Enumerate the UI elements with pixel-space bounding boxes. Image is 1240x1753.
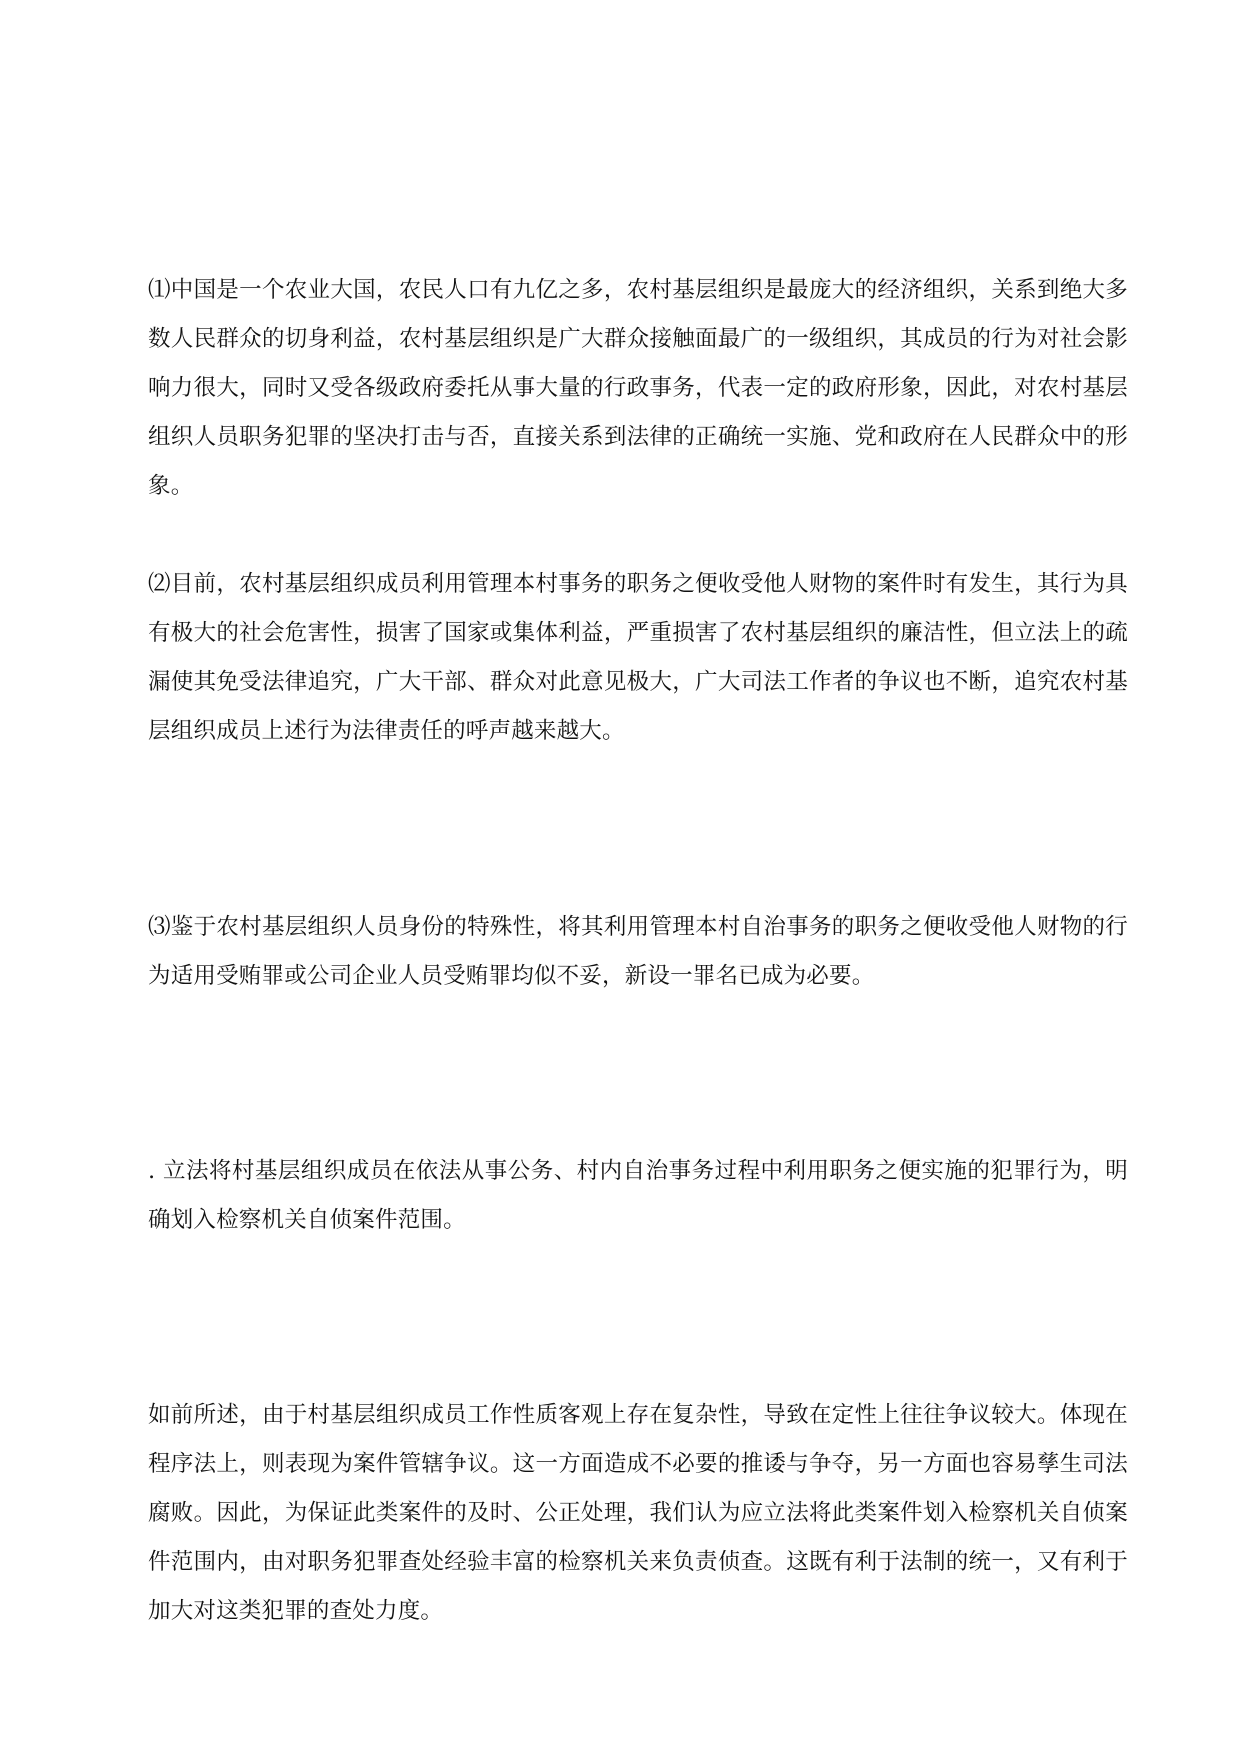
paragraph-4: . 立法将村基层组织成员在依法从事公务、村内自治事务过程中利用职务之便实施的犯罪行为，明确划入检察机关自侦案件范围。 — [148, 1158, 1128, 1233]
paragraph-5: 如前所述，由于村基层组织成员工作性质客观上存在复杂性，导致在定性上往往争议较大。体现在程序法上，则表现为案件管辖争议。这一方面造成不必要的推诿与争夺，另一方面也容易孳生司法腐败。因此，为保证此类案件的及时、公正处理，我们认为应立法将此类案件划入检察机关自侦案件范围内，由对职务犯罪查处经验丰富的检察机关来负责侦查。这既有利于法制的统一，又有利于加大对这类犯罪的查处力度。 — [148, 1402, 1128, 1624]
paragraph-2: ⑵目前，农村基层组织成员利用管理本村事务的职务之便收受他人财物的案件时有发生，其行为具有极大的社会危害性，损害了国家或集体利益，严重损害了农村基层组织的廉洁性，但立法上的疏漏使其免受法律追究，广大干部、群众对此意见极大，广大司法工作者的争议也不断，追究农村基层组织成员上述行为法律责任的呼声越来越大。 — [148, 571, 1128, 744]
paragraph-1: ⑴中国是一个农业大国，农民人口有九亿之多，农村基层组织是最庞大的经济组织，关系到绝大多数人民群众的切身利益，农村基层组织是广大群众接触面最广的一级组织，其成员的行为对社会影响力很大，同时又受各级政府委托从事大量的行政事务，代表一定的政府形象，因此，对农村基层组织人员职务犯罪的坚决打击与否，直接关系到法律的正确统一实施、党和政府在人民群众中的形象。 — [148, 277, 1128, 499]
paragraph-3: ⑶鉴于农村基层组织人员身份的特殊性，将其利用管理本村自治事务的职务之便收受他人财物的行为适用受贿罪或公司企业人员受贿罪均似不妥，新设一罪名已成为必要。 — [148, 914, 1128, 989]
